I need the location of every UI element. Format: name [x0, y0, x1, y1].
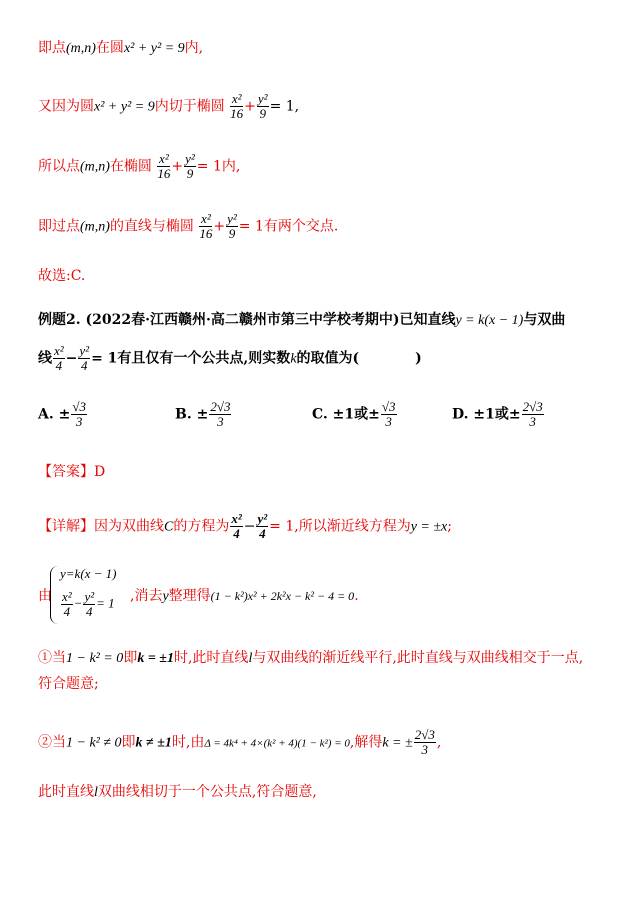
system-row-1: y=k(x − 1) — [60, 566, 117, 581]
option-a: A. ± $\frac{√3}{3}$ — [38, 399, 86, 429]
case-1-line-2: 符合题意; — [38, 676, 99, 692]
system-row-2: $\frac{\text{x²}}{4}$ − $\frac{\text{y²}}{4}$ = 1 — [62, 589, 115, 619]
system-brace — [50, 566, 59, 624]
system-lead: 由 — [38, 588, 52, 604]
option-b: B. ± $\frac{2√3}{3}$ — [175, 399, 231, 429]
conclusion-line: 故选:C. — [38, 268, 86, 284]
example-title-line: 例题2. (2022春·江西赣州·高二赣州市第三中学校考期中)已知直线y = k(x − 1)与双曲 — [38, 312, 566, 328]
step-line-3: 所以点(m,n)在椭圆 $\frac{\text{x²}}{16}$ + $\frac{\text{y²}}{9}$ = 1内, — [38, 151, 241, 181]
answer-line: 【答案】D — [38, 464, 106, 480]
system-result: ,消去y整理得(1 − k²)x² + 2k²x − k² − 4 = 0. — [130, 588, 359, 604]
step-line-2: 又因为圆x² + y² = 9内切于椭圆 $\frac{\text{x²}}{16}$ + $\frac{\text{y²}}{9}$ = 1, — [38, 91, 300, 121]
detail-line: 【详解】因为双曲线C的方程为 $\frac{\text{x²}}{4}$ − $\frac{\text{y²}}{4}$ = 1,所以渐近线方程为y = ±x; — [38, 511, 452, 541]
step-line-1: 即点(m,n)在圆x² + y² = 9内, — [38, 40, 204, 56]
example-question-line: 线 $\frac{\text{x²}}{4}$ − $\frac{\text{y²}}{4}$ = 1有且仅有一个公共点,则实数k的取值为( ) — [38, 343, 422, 373]
step-line-4: 即过点(m,n)的直线与椭圆 $\frac{\text{x²}}{16}$ + $\frac{\text{y²}}{9}$ = 1有两个交点. — [38, 211, 339, 241]
option-d: D. ±1或± $\frac{2√3}{3}$ — [452, 399, 543, 429]
case-1-line-1: ①当1 − k² = 0即k = ±1时,此时直线l与双曲线的渐近线平行,此时直线与双曲线相交于一点, — [38, 650, 584, 666]
option-c: C. ±1或± $\frac{√3}{3}$ — [312, 399, 396, 429]
final-line: 此时直线l双曲线相切于一个公共点,符合题意, — [38, 784, 317, 800]
case-2-line: ②当1 − k² ≠ 0即k ≠ ±1时,由Δ = 4k⁴ + 4×(k² + 4)(1 − k²) = 0,解得k = ± $\frac{2√3}{3}$ , — [38, 727, 442, 757]
